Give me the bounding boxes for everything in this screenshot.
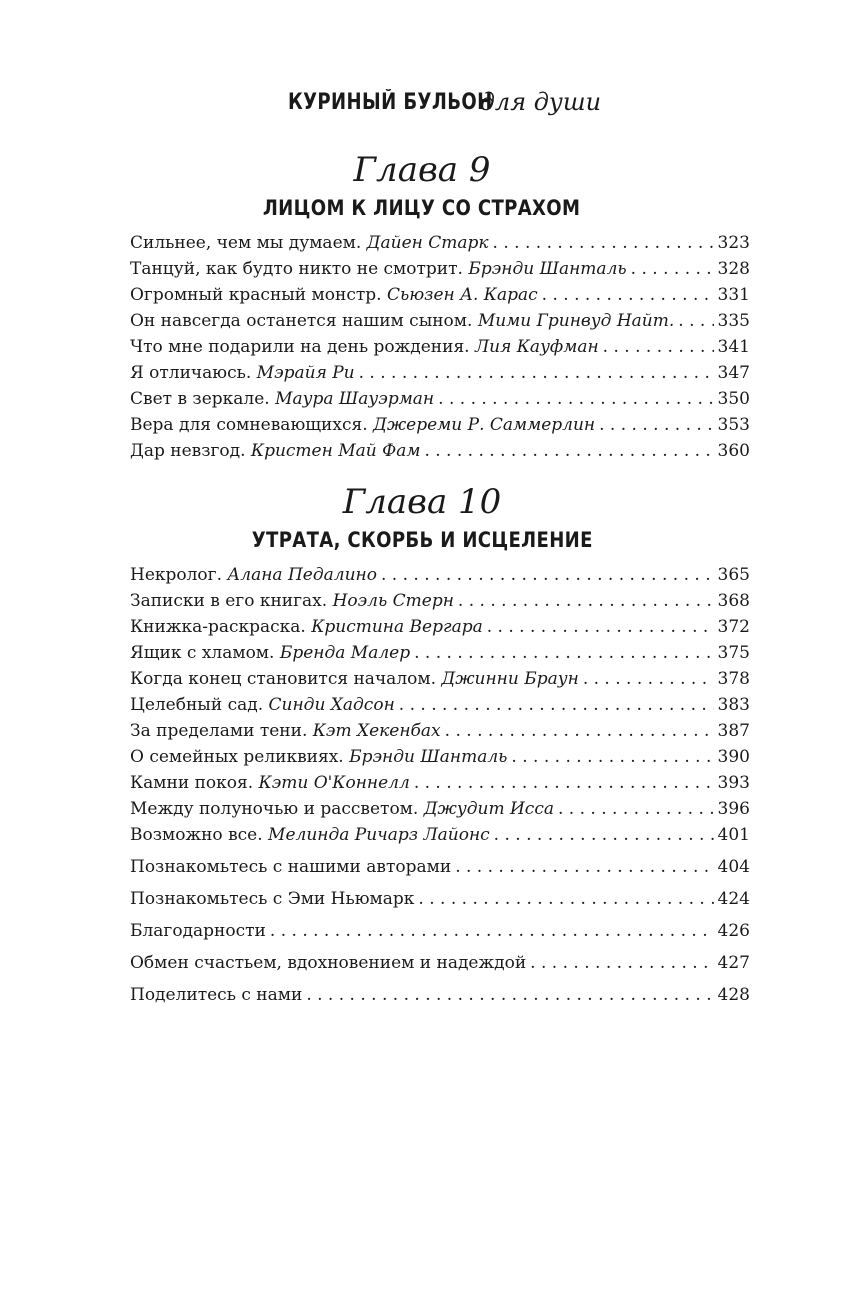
entry-title: Сильнее, чем мы думаем.	[130, 233, 362, 253]
page-number: 360	[717, 441, 750, 461]
toc-entry	[130, 438, 750, 464]
toc-entry	[130, 256, 750, 282]
entry-author: Алана Педалино	[227, 565, 377, 585]
page-number: 323	[717, 233, 750, 253]
entry-author: Брэнди Шанталь	[468, 259, 627, 279]
dot-leader	[530, 947, 713, 979]
dot-leader	[558, 796, 714, 822]
entry-title: Огромный красный монстр.	[130, 285, 382, 305]
entry-title: Благодарности	[130, 921, 266, 941]
toc-entry	[130, 360, 750, 386]
page-number: 368	[717, 591, 750, 611]
page-number: 353	[717, 415, 750, 435]
entry-author: Мелинда Ричарз Лайонс	[268, 825, 490, 845]
chapter-9-heading	[0, 150, 844, 222]
entry-title: Вера для сомневающихся.	[130, 415, 368, 435]
dot-leader	[583, 666, 714, 692]
page-number: 347	[717, 363, 750, 383]
entry-author: Ноэль Стерн	[332, 591, 454, 611]
entry-author: Маура Шауэрман	[275, 389, 435, 409]
page-number: 396	[717, 799, 750, 819]
page-number: 350	[717, 389, 750, 409]
entry-title: Записки в его книгах.	[130, 591, 328, 611]
toc-entry	[130, 562, 750, 588]
page-number: 375	[717, 643, 750, 663]
entry-title: Он навсегда останется нашим сыном.	[130, 311, 473, 331]
entry-title: Свет в зеркале.	[130, 389, 270, 409]
dot-leader	[493, 230, 714, 256]
page-number: 426	[717, 921, 750, 941]
dot-leader	[424, 438, 713, 464]
page-number: 383	[717, 695, 750, 715]
toc-entry	[130, 230, 750, 256]
page-number: 427	[717, 953, 750, 973]
toc-entry	[130, 883, 750, 915]
back-matter-entries	[130, 851, 750, 1011]
entry-author: Дайен Старк	[366, 233, 489, 253]
entry-title: Возможно все.	[130, 825, 263, 845]
entry-title: Когда конец становится началом.	[130, 669, 436, 689]
entry-author: Кэт Хекенбах	[312, 721, 441, 741]
chapter-title: УТРАТА, СКОРБЬ И ИСЦЕЛЕНИЕ	[251, 528, 593, 552]
dot-leader	[542, 282, 714, 308]
toc-entry	[130, 770, 750, 796]
toc-entry	[130, 640, 750, 666]
entry-author: Лия Кауфман	[474, 337, 599, 357]
entry-title: Дар невзгод.	[130, 441, 246, 461]
page-number: 365	[717, 565, 750, 585]
dot-leader	[678, 308, 713, 334]
page-number: 428	[717, 985, 750, 1005]
dot-leader	[270, 915, 714, 947]
page-number: 401	[717, 825, 750, 845]
entry-author: Кэти О'Коннелл	[258, 773, 410, 793]
dot-leader	[511, 744, 713, 770]
entry-author: Кристина Вергара	[311, 617, 483, 637]
chapter-9-entries	[130, 230, 750, 464]
entry-author: Джереми Р. Саммерлин	[373, 415, 596, 435]
entry-title: Обмен счастьем, вдохновением и надеждой	[130, 953, 527, 973]
chapter-number: Глава 9	[353, 150, 491, 190]
page-number: 404	[717, 857, 750, 877]
series-subtitle: для души	[479, 88, 602, 116]
dot-leader	[487, 614, 714, 640]
dot-leader	[306, 979, 713, 1011]
toc-entry	[130, 915, 750, 947]
entry-title: Камни покоя.	[130, 773, 254, 793]
toc-entry	[130, 692, 750, 718]
entry-author: Джинни Браун	[441, 669, 579, 689]
toc-entry	[130, 282, 750, 308]
dot-leader	[458, 588, 714, 614]
entry-author: Мими Гринвуд Найт.	[477, 311, 675, 331]
dot-leader	[445, 718, 714, 744]
entry-title: Познакомьтесь с Эми Ньюмарк	[130, 889, 415, 909]
toc-entry	[130, 947, 750, 979]
page-number: 328	[717, 259, 750, 279]
toc-entry	[130, 744, 750, 770]
toc-entry	[130, 334, 750, 360]
page-number: 335	[717, 311, 750, 331]
dot-leader	[399, 692, 714, 718]
series-title: КУРИНЫЙ БУЛЬОН	[287, 89, 493, 115]
entry-title: Между полуночью и рассветом.	[130, 799, 419, 819]
entry-title: Поделитесь с нами	[130, 985, 303, 1005]
page-number: 390	[717, 747, 750, 767]
entry-title: Познакомьтесь с нашими авторами	[130, 857, 452, 877]
entry-title: Некролог.	[130, 565, 222, 585]
entry-title: Ящик с хламом.	[130, 643, 275, 663]
entry-title: Целебный сад.	[130, 695, 264, 715]
entry-author: Синди Хадсон	[268, 695, 395, 715]
entry-author: Мэрайя Ри	[256, 363, 355, 383]
dot-leader	[631, 256, 714, 282]
chapter-10-heading	[0, 482, 844, 554]
page-number: 372	[717, 617, 750, 637]
dot-leader	[438, 386, 713, 412]
dot-leader	[414, 640, 713, 666]
dot-leader	[494, 822, 714, 848]
toc-entry	[130, 614, 750, 640]
entry-title: О семейных реликвиях.	[130, 747, 344, 767]
entry-author: Сьюзен А. Карас	[386, 285, 538, 305]
page-number: 393	[717, 773, 750, 793]
entry-title: Книжка-раскраска.	[130, 617, 306, 637]
toc-entry	[130, 412, 750, 438]
toc-entry	[130, 796, 750, 822]
toc-entry	[130, 588, 750, 614]
toc-entry	[130, 718, 750, 744]
dot-leader	[359, 360, 714, 386]
toc-entry	[130, 851, 750, 883]
entry-title: Я отличаюсь.	[130, 363, 252, 383]
running-header	[0, 88, 844, 116]
entry-title: Что мне подарили на день рождения.	[130, 337, 470, 357]
page-number: 331	[717, 285, 750, 305]
page-number: 387	[717, 721, 750, 741]
chapter-number: Глава 10	[342, 482, 502, 522]
toc-entry	[130, 979, 750, 1011]
entry-author: Бренда Малер	[279, 643, 411, 663]
chapter-10-entries	[130, 562, 750, 848]
toc-entry	[130, 386, 750, 412]
dot-leader	[603, 334, 714, 360]
entry-author: Брэнди Шанталь	[349, 747, 508, 767]
dot-leader	[418, 883, 713, 915]
entry-author: Кристен Май Фам	[250, 441, 421, 461]
page-number: 341	[717, 337, 750, 357]
dot-leader	[381, 562, 714, 588]
entry-title: Танцуй, как будто никто не смотрит.	[130, 259, 463, 279]
dot-leader	[455, 851, 713, 883]
chapter-title: ЛИЦОМ К ЛИЦУ СО СТРАХОМ	[263, 196, 581, 220]
page-number: 424	[717, 889, 750, 909]
entry-title: За пределами тени.	[130, 721, 308, 741]
toc-entry	[130, 666, 750, 692]
dot-leader	[414, 770, 714, 796]
page-number: 378	[717, 669, 750, 689]
entry-author: Джудит Исса	[423, 799, 554, 819]
dot-leader	[599, 412, 713, 438]
toc-entry	[130, 822, 750, 848]
toc-entry	[130, 308, 750, 334]
